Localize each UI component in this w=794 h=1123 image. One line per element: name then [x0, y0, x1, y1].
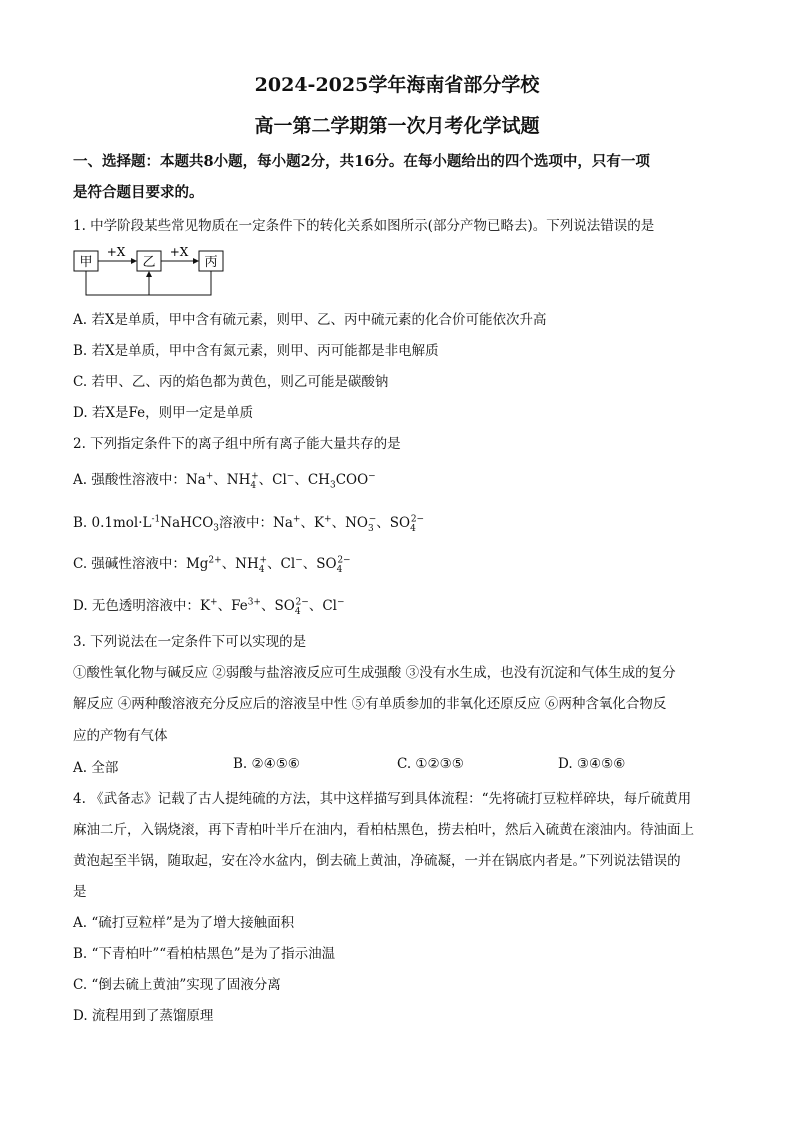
q2-option-d: D. 无色透明溶液中：K+、$Fe^{3+}$、$SO_4^{2-}$、Cl−: [73, 597, 345, 617]
q1-option-d: D. 若X是Fe，则甲一定是单质: [73, 405, 254, 421]
q4-option-b: B. “下青柏叶”“看柏枯黑色”是为了指示油温: [73, 946, 336, 962]
q4-stem-line2: 麻油二斤，入锅烧滚，再下青柏叶半斤在油内，看柏枯黑色，捞去柏叶，然后入硫黄在滚油内。待油面上: [73, 822, 694, 838]
q3-option-d: D. ③④⑤⑥: [558, 756, 626, 772]
q4-option-a: A. “硫打豆粒样”是为了增大接触面积: [73, 915, 295, 931]
q2-option-c: C. 强碱性溶液中：$Mg^{2+}$、$NH_4^+$、Cl−、$SO_4^{2-}$: [73, 555, 351, 575]
q3-option-a: A. 全部: [73, 760, 119, 776]
arrowhead-yi-bing: [193, 258, 199, 264]
q4-stem-line3: 黄泡起至半锅，随取起，安在冷水盆内，倒去硫上黄油，净硫凝，一并在锅底内者是。”下列说法错误的: [73, 853, 681, 869]
q1-option-c: C. 若甲、乙、丙的焰色都为黄色，则乙可能是碳酸钠: [73, 374, 389, 390]
q4-option-d: D. 流程用到了蒸馏原理: [73, 1008, 214, 1024]
box-bing-label: 丙: [204, 255, 218, 270]
q3-option-b: B. ②④⑤⑥: [233, 756, 300, 772]
q2-stem: 2. 下列指定条件下的离子组中所有离子能大量共存的是: [73, 436, 401, 452]
q4-stem-line4: 是: [73, 884, 87, 900]
q1-option-b: B. 若X是单质，甲中含有氮元素，则甲、丙可能都是非电解质: [73, 343, 439, 359]
q3-statements-line2: 解反应 ④两种酸溶液充分反应后的溶液呈中性 ⑤有单质参加的非氧化还原反应 ⑥两种含氧化合物反: [73, 696, 667, 712]
return-arrowhead: [146, 271, 152, 277]
q3-statements-line3: 应的产物有气体: [73, 728, 168, 744]
q2-option-b: B. $0.1mol\cdot L^{-1}NaHCO_3$溶液中：Na+、K+、$NO_3^-$、$SO_4^{2-}$: [73, 514, 425, 534]
arrowhead-jia-yi: [131, 258, 137, 264]
box-jia-label: 甲: [79, 255, 93, 270]
box-yi-label: 乙: [142, 255, 156, 270]
title-line-2: 高一第二学期第一次月考化学试题: [254, 115, 540, 137]
q4-option-c: C. “倒去硫上黄油”实现了固液分离: [73, 977, 281, 993]
title-line-1: 2024-2025学年海南省部分学校: [254, 74, 540, 96]
q1-stem: 1. 中学阶段某些常见物质在一定条件下的转化关系如图所示(部分产物已略去)。下列说法错误的是: [73, 218, 655, 234]
section-heading-cont: 是符合题目要求的。: [73, 184, 204, 201]
q2-option-a: A. 强酸性溶液中：Na+、$NH_4^+$、Cl−、$CH_3COO^-$: [73, 471, 376, 491]
q1-option-a: A. 若X是单质，甲中含有硫元素，则甲、乙、丙中硫元素的化合价可能依次升高: [73, 312, 547, 328]
arrow-label-1: +X: [106, 245, 126, 259]
q3-option-c: C. ①②③⑤: [397, 756, 464, 772]
q1-transformation-diagram: [73, 240, 233, 302]
arrow-label-2: +X: [169, 245, 189, 259]
q4-stem-line1: 4. 《武备志》记载了古人提纯硫的方法，其中这样描写到具体流程：“先将硫打豆粒样碎块，每斤硫黄用: [73, 791, 692, 807]
q3-statements-line1: ①酸性氧化物与碱反应 ②弱酸与盐溶液反应可生成强酸 ③没有水生成，也没有沉淀和气体生成的复分: [73, 665, 676, 681]
q3-stem: 3. 下列说法在一定条件下可以实现的是: [73, 634, 307, 650]
section-heading: 一、选择题：本题共8小题，每小题2分，共16分。在每小题给出的四个选项中，只有一项: [73, 153, 650, 170]
